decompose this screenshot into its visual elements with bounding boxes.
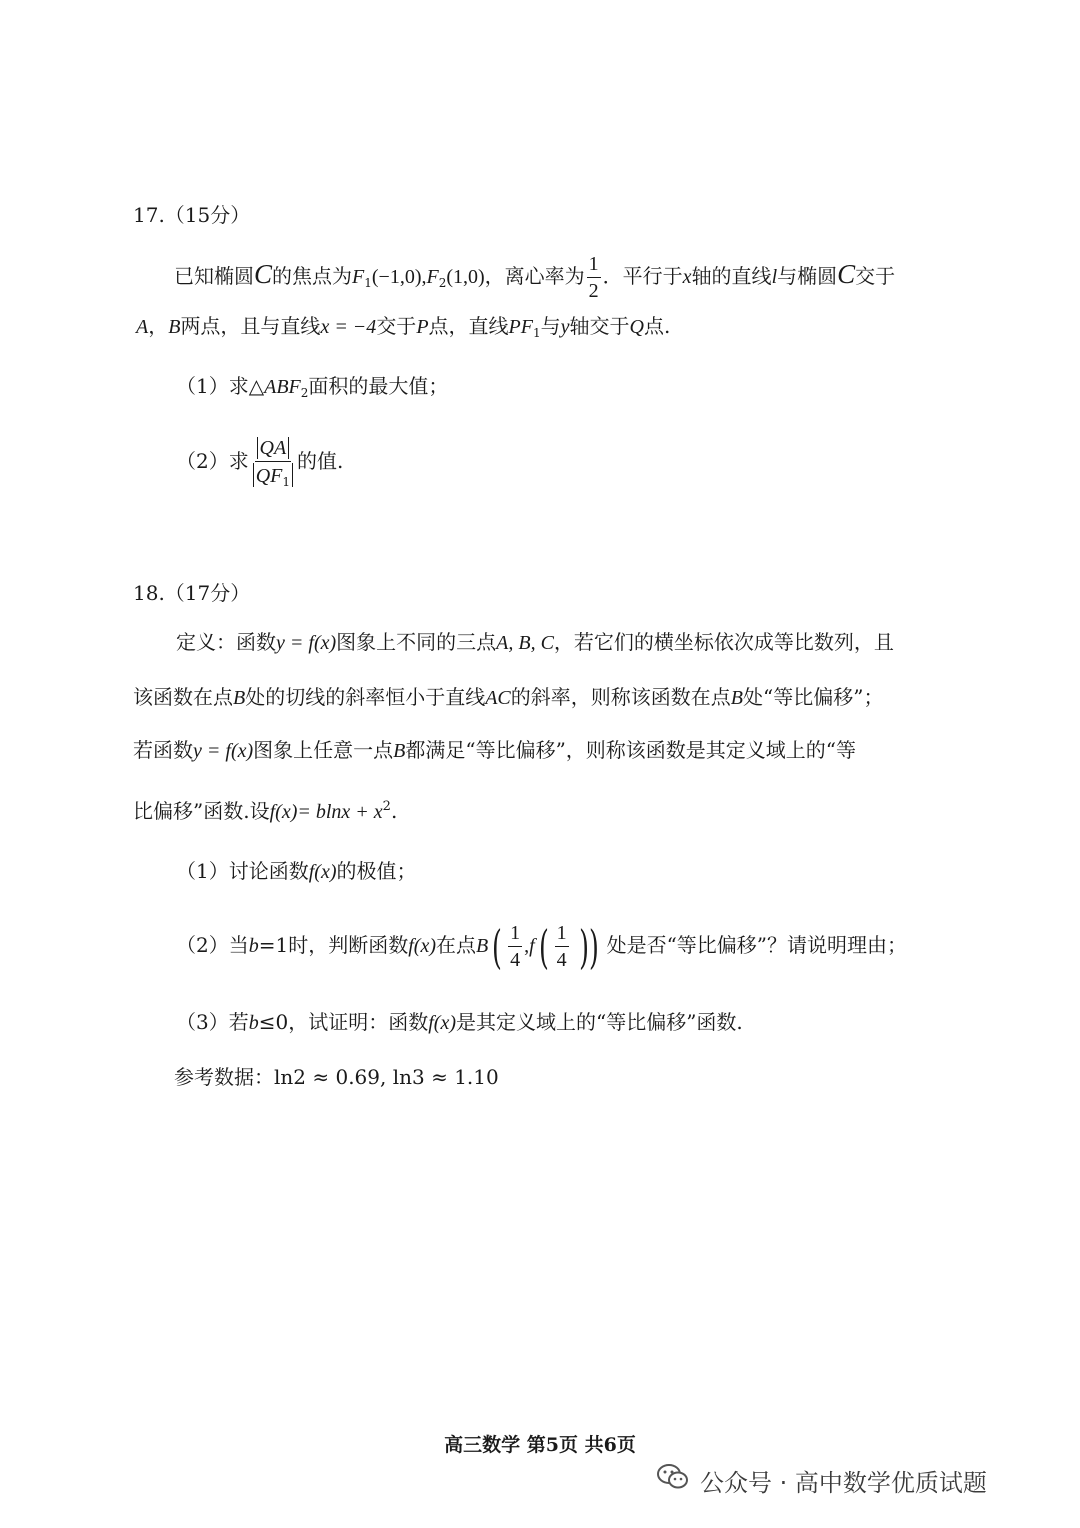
watermark-text: 公众号 · 高中数学优质试题: [700, 1468, 987, 1497]
q17-intro-line1: 已知椭圆C的焦点为$F_1(-1,0),F_2(1,0)$，离心率为 $\frac{1}{2}$ ．平行于x轴的直线l与椭圆C交于: [174, 253, 896, 302]
qa-qf-fraction: $\frac{QA}{QF_1}$: [251, 436, 295, 489]
q18-def-line3: 若函数y = f(x)图象上任意一点B都满足“等比偏移”，则称该函数是其定义域上的“等: [133, 738, 857, 762]
page-footer: 高三数学 第5页 共6页: [444, 1434, 636, 1456]
wechat-icon: [656, 1462, 690, 1498]
q18-def-line4: 比偏移”函数.设$f(x)= blnx + x^2$.: [133, 799, 398, 823]
q18-def-line1: 定义：函数y = f(x)图象上不同的三点A, B, C，若它们的横坐标依次成等比数列，且: [176, 630, 894, 654]
q17-header: 17.（15分）: [133, 203, 251, 227]
q18-def-line2: 该函数在点B处的切线的斜率恒小于直线AC的斜率，则称该函数在点B处“等比偏移”；: [133, 685, 884, 709]
half-fraction: $\frac{1}{2}$: [588, 253, 599, 302]
q17-part1: （1）求$\triangle ABF_2$面积的最大值；: [176, 374, 449, 400]
q18-header: 18.（17分）: [133, 581, 251, 605]
q17-intro-line2: A，B两点，且与直线x = −4交于P点，直线$PF_1$与y轴交于Q点.: [136, 314, 671, 340]
quarter-fraction: $\frac{1}{4}$: [556, 922, 567, 971]
quarter-fraction: $\frac{1}{4}$: [510, 922, 521, 971]
q18-part1: （1）讨论函数f(x)的极值；: [176, 859, 417, 883]
q17-part2: （2）求 $\frac{QA}{QF_1}$ 的值.: [176, 437, 344, 489]
q18-part2: （2）当b=1时，判断函数f(x)在点B( $\frac{1}{4}$ ,f( $\frac{1}{4}$ )) 处是否“等比偏移”？请说明理由；: [176, 919, 908, 974]
reference-data: 参考数据：ln2 ≈ 0.69, ln3 ≈ 1.10: [174, 1065, 499, 1089]
watermark: [656, 1462, 987, 1498]
q18-part3: （3）若b≤0，试证明：函数f(x)是其定义域上的“等比偏移”函数.: [176, 1010, 743, 1034]
